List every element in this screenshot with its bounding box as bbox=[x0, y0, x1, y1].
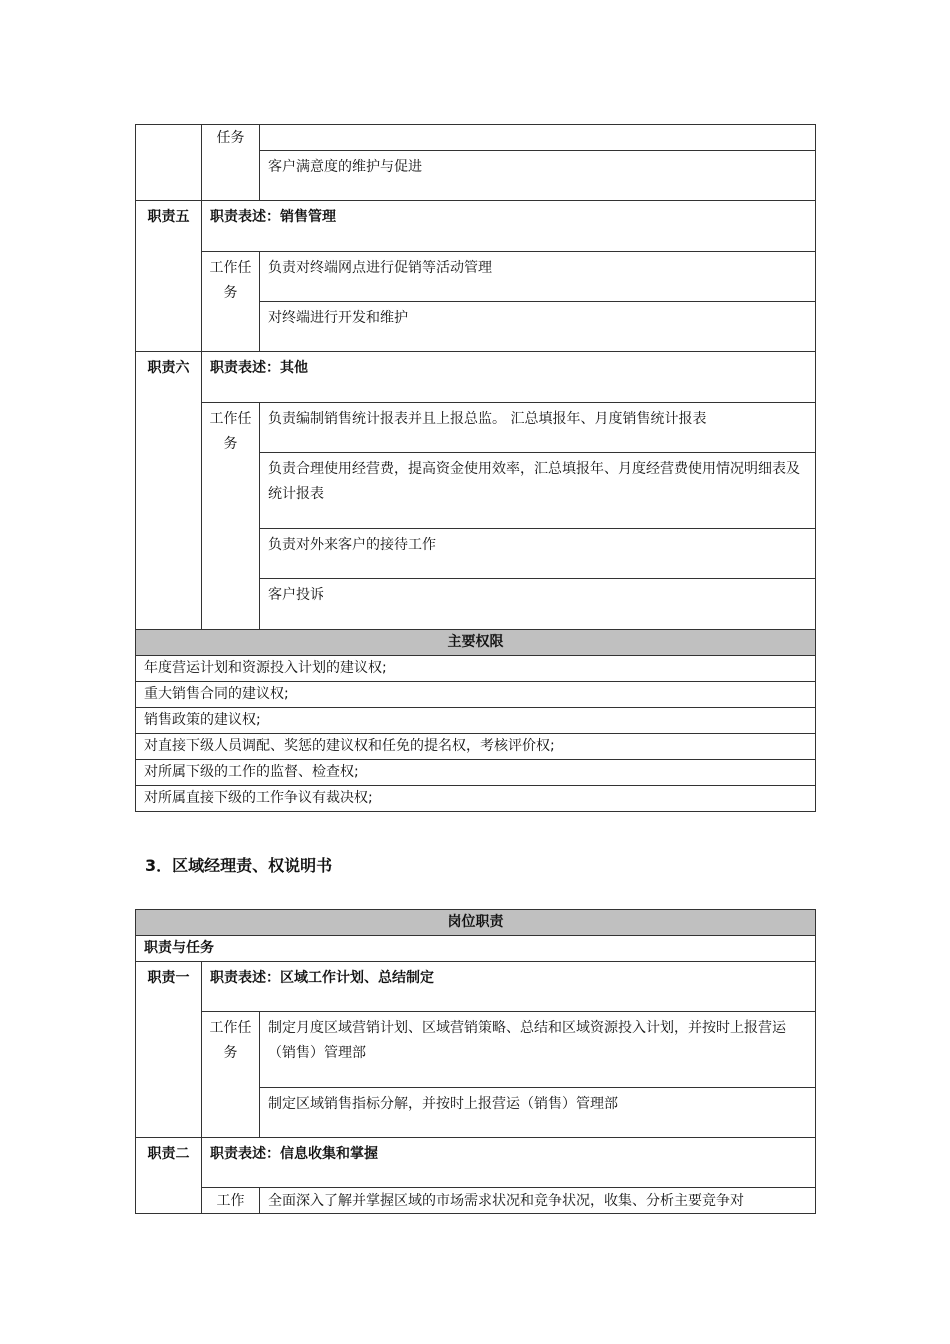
responsibility-table-continued bbox=[135, 124, 816, 812]
empty-duty-cell bbox=[136, 125, 202, 201]
table-subheader: 职责与任务 bbox=[136, 936, 816, 962]
section-title: 3．区域经理责、权说明书 bbox=[145, 856, 333, 875]
authority-item: 对所属直接下级的工作争议有裁决权; bbox=[136, 786, 816, 812]
duty5-desc: 职责表述：销售管理 bbox=[202, 201, 816, 252]
duty1-label: 职责一 bbox=[136, 962, 202, 1138]
duty1-task-2: 制定区域销售指标分解，并按时上报营运（销售）管理部 bbox=[260, 1088, 816, 1138]
authority-item: 重大销售合同的建议权; bbox=[136, 682, 816, 708]
authority-item: 对直接下级人员调配、奖惩的建议权和任免的提名权，考核评价权; bbox=[136, 734, 816, 760]
duty5-task-1: 负责对终端网点进行促销等活动管理 bbox=[260, 252, 816, 302]
duty5-task-2: 对终端进行开发和维护 bbox=[260, 302, 816, 352]
duty6-task-label: 工作任务 bbox=[202, 403, 260, 630]
duty6-task-1: 负责编制销售统计报表并且上报总监。 汇总填报年、月度销售统计报表 bbox=[260, 403, 816, 453]
table-header: 岗位职责 bbox=[136, 910, 816, 936]
duty2-label: 职责二 bbox=[136, 1138, 202, 1214]
task-cell: 客户满意度的维护与促进 bbox=[260, 151, 816, 201]
duty6-label: 职责六 bbox=[136, 352, 202, 630]
task-cell-empty bbox=[260, 125, 816, 151]
duty1-task-1: 制定月度区域营销计划、区域营销策略、总结和区域资源投入计划，并按时上报营运（销售）管理部 bbox=[260, 1012, 816, 1088]
duty6-task-4: 客户投诉 bbox=[260, 579, 816, 630]
authority-header: 主要权限 bbox=[136, 630, 816, 656]
duty1-task-label: 工作任务 bbox=[202, 1012, 260, 1138]
duty5-task-label: 工作任务 bbox=[202, 252, 260, 352]
authority-item: 销售政策的建议权; bbox=[136, 708, 816, 734]
duty5-label: 职责五 bbox=[136, 201, 202, 352]
authority-item: 年度营运计划和资源投入计划的建议权; bbox=[136, 656, 816, 682]
regional-manager-responsibility-table bbox=[135, 909, 816, 1214]
duty6-task-3: 负责对外来客户的接待工作 bbox=[260, 529, 816, 579]
duty6-task-2: 负责合理使用经营费，提高资金使用效率，汇总填报年、月度经营费使用情况明细表及统计报表 bbox=[260, 453, 816, 529]
duty2-task-1: 全面深入了解并掌握区域的市场需求状况和竞争状况，收集、分析主要竞争对 bbox=[260, 1188, 816, 1214]
duty2-task-label: 工作 bbox=[202, 1188, 260, 1214]
duty1-desc: 职责表述：区域工作计划、总结制定 bbox=[202, 962, 816, 1012]
duty6-desc: 职责表述：其他 bbox=[202, 352, 816, 403]
task-label-cont: 任务 bbox=[202, 125, 260, 201]
authority-item: 对所属下级的工作的监督、检查权; bbox=[136, 760, 816, 786]
duty2-desc: 职责表述：信息收集和掌握 bbox=[202, 1138, 816, 1188]
